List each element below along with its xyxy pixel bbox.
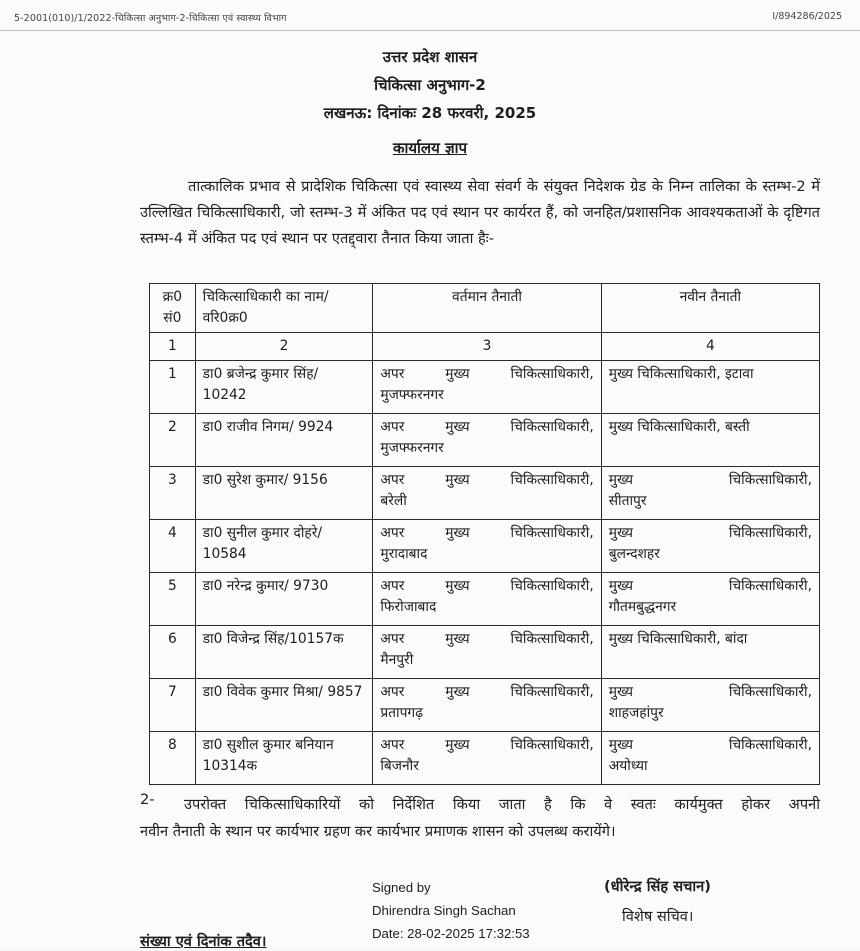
cell-new-posting	[601, 467, 819, 520]
cell-name-text: डा0 सुनील कुमार दोहरे/ 10584	[202, 525, 323, 562]
cell-serial	[150, 520, 196, 573]
cell-current-posting-text: अपर मुख्य चिकित्साधिकारी,	[380, 684, 594, 700]
cell-new-posting	[601, 732, 819, 785]
cell-name-text: डा0 विवेक कुमार मिश्रा/ 9857	[202, 684, 363, 700]
table-row	[150, 679, 820, 732]
cell-current-posting	[373, 679, 601, 732]
cell-current-posting-text: अपर मुख्य चिकित्साधिकारी,	[380, 525, 594, 541]
table-row	[150, 361, 820, 414]
cell-current-posting	[373, 573, 601, 626]
signed-date: Date: 28-02-2025 17:32:53	[372, 926, 530, 941]
header-divider	[0, 30, 860, 31]
table-row	[150, 732, 820, 785]
cell-current-posting	[373, 626, 601, 679]
cell-name	[195, 573, 373, 626]
signer-name-hindi: (धीरेन्द्र सिंह सचान)	[604, 878, 711, 895]
cell-current-posting	[373, 361, 601, 414]
cell-current-posting-text: अपर मुख्य चिकित्साधिकारी,	[380, 366, 594, 382]
cell-current-posting-text: अपर मुख्य चिकित्साधिकारी,	[380, 578, 594, 594]
cell-new-posting	[601, 361, 819, 414]
table-row	[150, 520, 820, 573]
cell-new-posting	[601, 414, 819, 467]
cell-new-posting-text: शाहजहांपुर	[608, 705, 664, 721]
page-reference: I/894286/2025	[772, 11, 842, 22]
col-number: 2	[195, 333, 373, 361]
signed-by-name: Dhirendra Singh Sachan	[372, 903, 516, 918]
cell-name	[195, 414, 373, 467]
digital-signature-block	[372, 876, 530, 945]
cell-current-posting	[373, 467, 601, 520]
cell-serial	[150, 414, 196, 467]
column-number-row	[150, 333, 820, 361]
cell-current-posting-text: अपर मुख्य चिकित्साधिकारी,	[380, 631, 594, 647]
para2-number: 2-	[140, 791, 155, 808]
cell-serial-text: 4	[167, 525, 177, 541]
cell-serial	[150, 626, 196, 679]
table-row	[150, 573, 820, 626]
cell-new-posting-text: मुख्य चिकित्साधिकारी,	[608, 737, 812, 753]
cell-name-text: डा0 सुरेश कुमार/ 9156	[202, 472, 328, 488]
cell-new-posting-text: मुख्य चिकित्साधिकारी,	[608, 684, 812, 700]
cell-current-posting-text: मुजफ्फरनगर	[380, 387, 444, 403]
transfer-table	[149, 283, 820, 785]
government-title: उत्तर प्रदेश शासन	[382, 48, 478, 66]
place-date: लखनऊ: दिनांकः 28 फरवरी, 2025	[323, 104, 537, 122]
cell-new-posting-text: अयोध्या	[608, 758, 648, 774]
cell-new-posting-text: सीतापुर	[608, 493, 647, 509]
header-new-posting: नवीन तैनाती	[601, 284, 819, 333]
cell-new-posting-text: मुख्य चिकित्साधिकारी,	[608, 578, 812, 594]
col-number: 1	[150, 333, 196, 361]
cell-current-posting-text: अपर मुख्य चिकित्साधिकारी,	[380, 737, 594, 753]
cell-name	[195, 467, 373, 520]
footer-reference: संख्या एवं दिनांक तदैव।	[140, 933, 267, 950]
col-number: 4	[601, 333, 819, 361]
cell-current-posting-text: फिरोजाबाद	[380, 599, 437, 615]
cell-name-text: डा0 सुशील कुमार बनियान 10314क	[202, 737, 334, 774]
cell-current-posting-text: अपर मुख्य चिकित्साधिकारी,	[380, 419, 594, 435]
cell-current-posting	[373, 414, 601, 467]
cell-new-posting-text: मुख्य चिकित्साधिकारी, इटावा	[608, 366, 754, 382]
cell-new-posting-text: मुख्य चिकित्साधिकारी,	[608, 472, 812, 488]
cell-current-posting-text: बिजनौर	[380, 758, 419, 774]
header-name: चिकित्साधिकारी का नाम/ वरि0क्र0	[195, 284, 373, 333]
cell-serial-text: 8	[167, 737, 177, 753]
cell-name-text: डा0 ब्रजेन्द्र कुमार सिंह/ 10242	[202, 366, 319, 403]
cell-name	[195, 520, 373, 573]
table-row	[150, 467, 820, 520]
cell-serial	[150, 573, 196, 626]
cell-current-posting-text: बरेली	[380, 493, 407, 509]
table-header-row	[150, 284, 820, 333]
cell-name	[195, 679, 373, 732]
cell-name	[195, 361, 373, 414]
intro-paragraph: तात्कालिक प्रभाव से प्रादेशिक चिकित्सा एवं स्वास्थ्य सेवा संवर्ग के संयुक्त निदेशक ग्रेड के निम्न तालिका के स्तम्भ-2 में उल्लिखित चिकित्साधिकारी, जो स्तम्भ-3 में अंकित पद एवं स्थान पर कार्यरत हैं, को जनहित/प्रशासनिक आवश्यकताओं के दृष्टिगत स्तम्भ-4 में अंकित पद एवं स्थान पर एतद्द्वारा तैनात किया जाता हैः-	[140, 178, 820, 247]
cell-current-posting-text: मुरादाबाद	[380, 546, 428, 562]
section-title: चिकित्सा अनुभाग-2	[374, 76, 486, 94]
cell-name	[195, 626, 373, 679]
memo-title: कार्यालय ज्ञाप	[392, 139, 468, 157]
para2-line2: नवीन तैनाती के स्थान पर कार्यभार ग्रहण कर कार्यभार प्रमाणक शासन को उपलब्ध करायेंगे।	[140, 823, 616, 840]
cell-new-posting	[601, 520, 819, 573]
signer-designation: विशेष सचिव।	[622, 908, 694, 925]
cell-serial-text: 6	[167, 631, 177, 647]
cell-new-posting-text: गौतमबुद्धनगर	[608, 599, 677, 615]
cell-serial-text: 7	[167, 684, 177, 700]
header-current-posting: वर्तमान तैनाती	[373, 284, 601, 333]
cell-serial	[150, 679, 196, 732]
table-row	[150, 414, 820, 467]
cell-current-posting-text: अपर मुख्य चिकित्साधिकारी,	[380, 472, 594, 488]
col-number: 3	[373, 333, 601, 361]
cell-new-posting-text: मुख्य चिकित्साधिकारी, बांदा	[608, 631, 748, 647]
cell-current-posting-text: प्रतापगढ़	[380, 705, 423, 721]
cell-name	[195, 732, 373, 785]
header-serial: क्र0 सं0	[150, 284, 196, 333]
signed-by-label: Signed by	[372, 880, 431, 895]
cell-serial	[150, 361, 196, 414]
table-row	[150, 626, 820, 679]
cell-serial-text: 5	[167, 578, 177, 594]
cell-current-posting	[373, 732, 601, 785]
cell-new-posting-text: मुख्य चिकित्साधिकारी,	[608, 525, 812, 541]
file-reference: 5-2001(010)/1/2022-चिकित्सा अनुभाग-2-चिकित्सा एवं स्वास्थ्य विभाग	[14, 13, 287, 24]
cell-current-posting-text: मुजफ्फरनगर	[380, 440, 444, 456]
cell-current-posting	[373, 520, 601, 573]
cell-serial-text: 1	[167, 366, 177, 382]
cell-new-posting	[601, 626, 819, 679]
cell-name-text: डा0 विजेन्द्र सिंह/10157क	[202, 631, 344, 647]
cell-new-posting-text: बुलन्दशहर	[608, 546, 660, 562]
cell-current-posting-text: मैनपुरी	[380, 652, 414, 668]
cell-name-text: डा0 नरेन्द्र कुमार/ 9730	[202, 578, 329, 594]
cell-name-text: डा0 राजीव निगम/ 9924	[202, 419, 334, 435]
cell-new-posting	[601, 573, 819, 626]
cell-serial	[150, 732, 196, 785]
cell-serial-text: 3	[167, 472, 177, 488]
cell-serial-text: 2	[167, 419, 177, 435]
para2-line1: उपरोक्त चिकित्साधिकारियों को निर्देशित किया जाता है कि वे स्वतः कार्यमुक्त होकर अपनी	[184, 796, 820, 813]
cell-new-posting-text: मुख्य चिकित्साधिकारी, बस्ती	[608, 419, 750, 435]
cell-serial	[150, 467, 196, 520]
cell-new-posting	[601, 679, 819, 732]
